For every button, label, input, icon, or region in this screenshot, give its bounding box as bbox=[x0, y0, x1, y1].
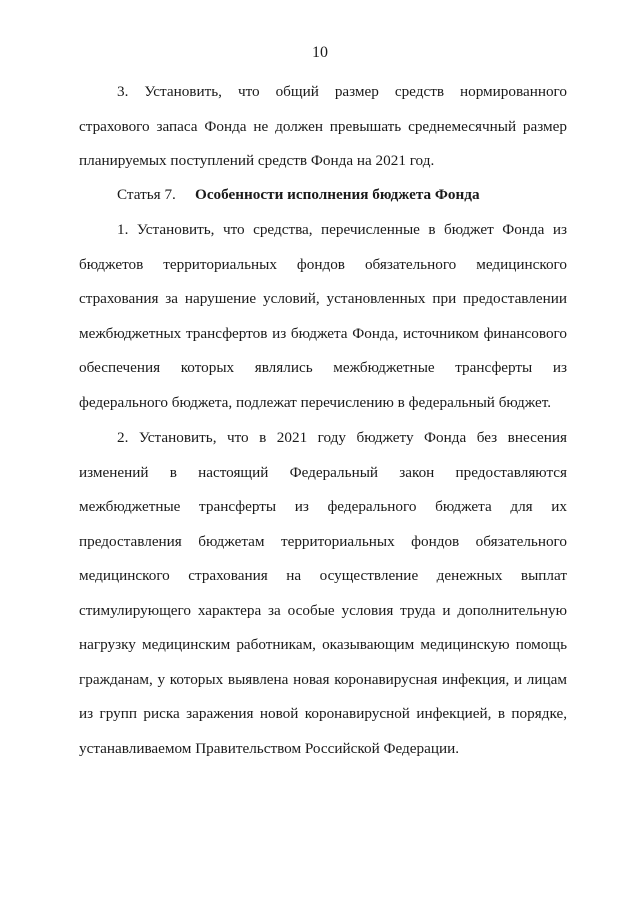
paragraph-line: из групп риска заражения новой коронавирусной инфекцией, в порядке, bbox=[79, 705, 567, 722]
page-number: 10 bbox=[312, 44, 328, 61]
paragraph-line: 3. Установить, что общий размер средств нормированного bbox=[117, 83, 567, 100]
paragraph-line: межбюджетные трансферты из федерального бюджета для их bbox=[79, 498, 567, 515]
paragraph-line: страхового запаса Фонда не должен превышать среднемесячный размер bbox=[79, 117, 567, 135]
paragraph-line: федерального бюджета, подлежат перечислению в федеральный бюджет. bbox=[79, 393, 552, 411]
paragraph-3 bbox=[79, 75, 567, 179]
paragraph-line: планируемых поступлений средств Фонда на 2021 год. bbox=[79, 152, 435, 169]
article-title: Особенности исполнения бюджета Фонда bbox=[195, 186, 480, 203]
paragraph-line: 1. Установить, что средства, перечисленные в бюджет Фонда из bbox=[117, 221, 567, 238]
paragraph-line: нагрузку медицинским работникам, оказывающим медицинскую помощь bbox=[79, 636, 567, 653]
paragraph-line: гражданам, у которых выявлена новая коронавирусная инфекция, и лицам bbox=[79, 670, 567, 688]
paragraph-line: межбюджетных трансфертов из бюджета Фонда, источником финансового bbox=[79, 324, 567, 342]
article-heading bbox=[79, 178, 567, 213]
paragraph-line: изменений в настоящий Федеральный закон предоставляются bbox=[79, 463, 567, 481]
paragraph-line: предоставления бюджетам территориальных фондов обязательного bbox=[79, 532, 567, 550]
paragraph-line: 2. Установить, что в 2021 году бюджету Фонда без внесения bbox=[117, 429, 567, 446]
paragraph-line: бюджетов территориальных фондов обязательного медицинского bbox=[79, 255, 567, 273]
paragraph-line: стимулирующего характера за особые условия труда и дополнительную bbox=[79, 601, 567, 619]
article-paragraph-1 bbox=[79, 213, 567, 420]
paragraph-line: медицинского страхования на осуществление денежных выплат bbox=[79, 567, 567, 584]
paragraph-line: обеспечения которых являлись межбюджетные трансферты из bbox=[79, 359, 567, 376]
article-paragraph-2 bbox=[79, 421, 567, 766]
paragraph-line: устанавливаемом Правительством Российской Федерации. bbox=[79, 739, 460, 757]
article-label: Статья 7. bbox=[117, 186, 176, 203]
paragraph-line: страхования за нарушение условий, установленных при предоставлении bbox=[79, 290, 567, 307]
